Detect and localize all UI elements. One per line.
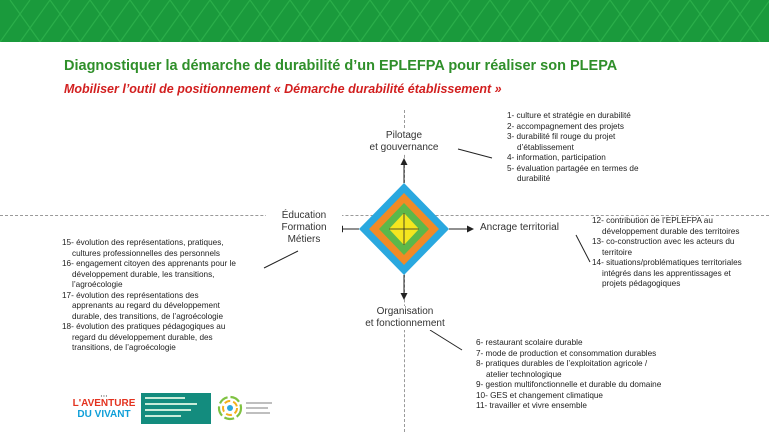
list-item: 6- restaurant scolaire durable (476, 338, 583, 347)
list-item: projets pédagogiques (602, 279, 681, 288)
list-item: apprenants au regard du développement (72, 301, 220, 310)
list-item: 18- évolution des pratiques pédagogiques au (62, 322, 226, 331)
list-item: atelier technologique (486, 369, 562, 379)
list-item: 11- travailler et vivre ensemble (476, 401, 587, 410)
list-item: 16- engagement citoyen des apprenants pour le (62, 259, 236, 268)
logo-text-decor (145, 409, 191, 411)
list-item: développement durable des territoires (602, 226, 740, 236)
logo-text-decor (145, 415, 181, 417)
list-item: développement durable, les transitions, (72, 269, 215, 279)
list-item: 12- contribution de l’EPLEFPA au (592, 216, 713, 225)
list-item: 14- situations/problématiques territoriales (592, 258, 742, 267)
list-item: 13- co-construction avec les acteurs du (592, 237, 735, 246)
list-item: durabilité (517, 174, 551, 183)
logo-aventure-du-vivant (72, 393, 136, 423)
axis-label-line: Éducation (281, 210, 327, 221)
logo-ministere (216, 392, 276, 424)
list-item: transitions, de l’agroécologie (72, 343, 176, 352)
logo-text-line: DU VIVANT (77, 409, 131, 420)
connector-bottom (430, 330, 462, 350)
list-item: 17- évolution des représentations des (62, 290, 199, 300)
list-item: l’agroécologie (72, 280, 123, 289)
list-item: 5- évaluation partagée en termes de (507, 163, 639, 173)
criteria-list-education (62, 238, 274, 354)
axis-label-line: Ancrage territorial (480, 222, 559, 233)
list-item: 15- évolution des représentations, pratiques, (62, 238, 224, 247)
logo-text-decor (145, 397, 185, 399)
axis-label-line: Organisation (376, 306, 434, 317)
criteria-list-pilotage (507, 111, 687, 185)
list-item: 1- culture et stratégie en durabilité (507, 111, 631, 120)
list-item: 4- information, participation (507, 153, 606, 162)
list-item: 8- pratiques durables de l’exploitation agricole / (476, 359, 648, 368)
logo-enseigner-a-produire-autrement (141, 393, 211, 424)
list-item: 2- accompagnement des projets (507, 121, 624, 131)
page-subtitle: Mobiliser l’outil de positionnement « Démarche durabilité établissement » (64, 82, 502, 96)
list-item: cultures professionnelles des personnels (72, 248, 220, 258)
axis-label-line: et gouvernance (369, 142, 439, 153)
list-item: territoire (602, 247, 633, 257)
axis-label-line: Métiers (287, 234, 321, 245)
list-item: regard du développement durable, des (72, 332, 213, 342)
list-item: 9- gestion multifonctionnelle et durable du domaine (476, 380, 662, 389)
list-item: d’établissement (517, 142, 574, 152)
list-item: 10- GES et changement climatique (476, 390, 603, 400)
connector-right (576, 235, 590, 262)
logo-text-line: L'AVENTURE (72, 398, 136, 409)
axis-label-ancrage (480, 222, 559, 234)
connector-top (458, 149, 492, 158)
axis-label-education (266, 210, 342, 246)
criteria-list-ancrage (592, 216, 764, 290)
list-item: durable, des transitions, de l’agroécologie (72, 311, 224, 321)
logo-text-decor (145, 403, 197, 405)
axis-label-organisation (350, 306, 460, 330)
page-title: Diagnostiquer la démarche de durabilité d’un EPLEFPA pour réaliser son PLEPA (64, 58, 618, 74)
criteria-list-organisation (476, 338, 716, 412)
axis-label-pilotage (356, 130, 452, 154)
list-item: intégrés dans les apprentissages et (602, 268, 731, 278)
axis-label-line: Formation (281, 222, 327, 233)
list-item: 3- durabilité fil rouge du projet (507, 132, 616, 141)
axis-label-line: Pilotage (385, 130, 423, 141)
logo-tagline-decor: • • • (100, 393, 108, 398)
list-item: 7- mode de production et consommation durables (476, 348, 657, 358)
axis-label-line: et fonctionnement (365, 318, 445, 329)
